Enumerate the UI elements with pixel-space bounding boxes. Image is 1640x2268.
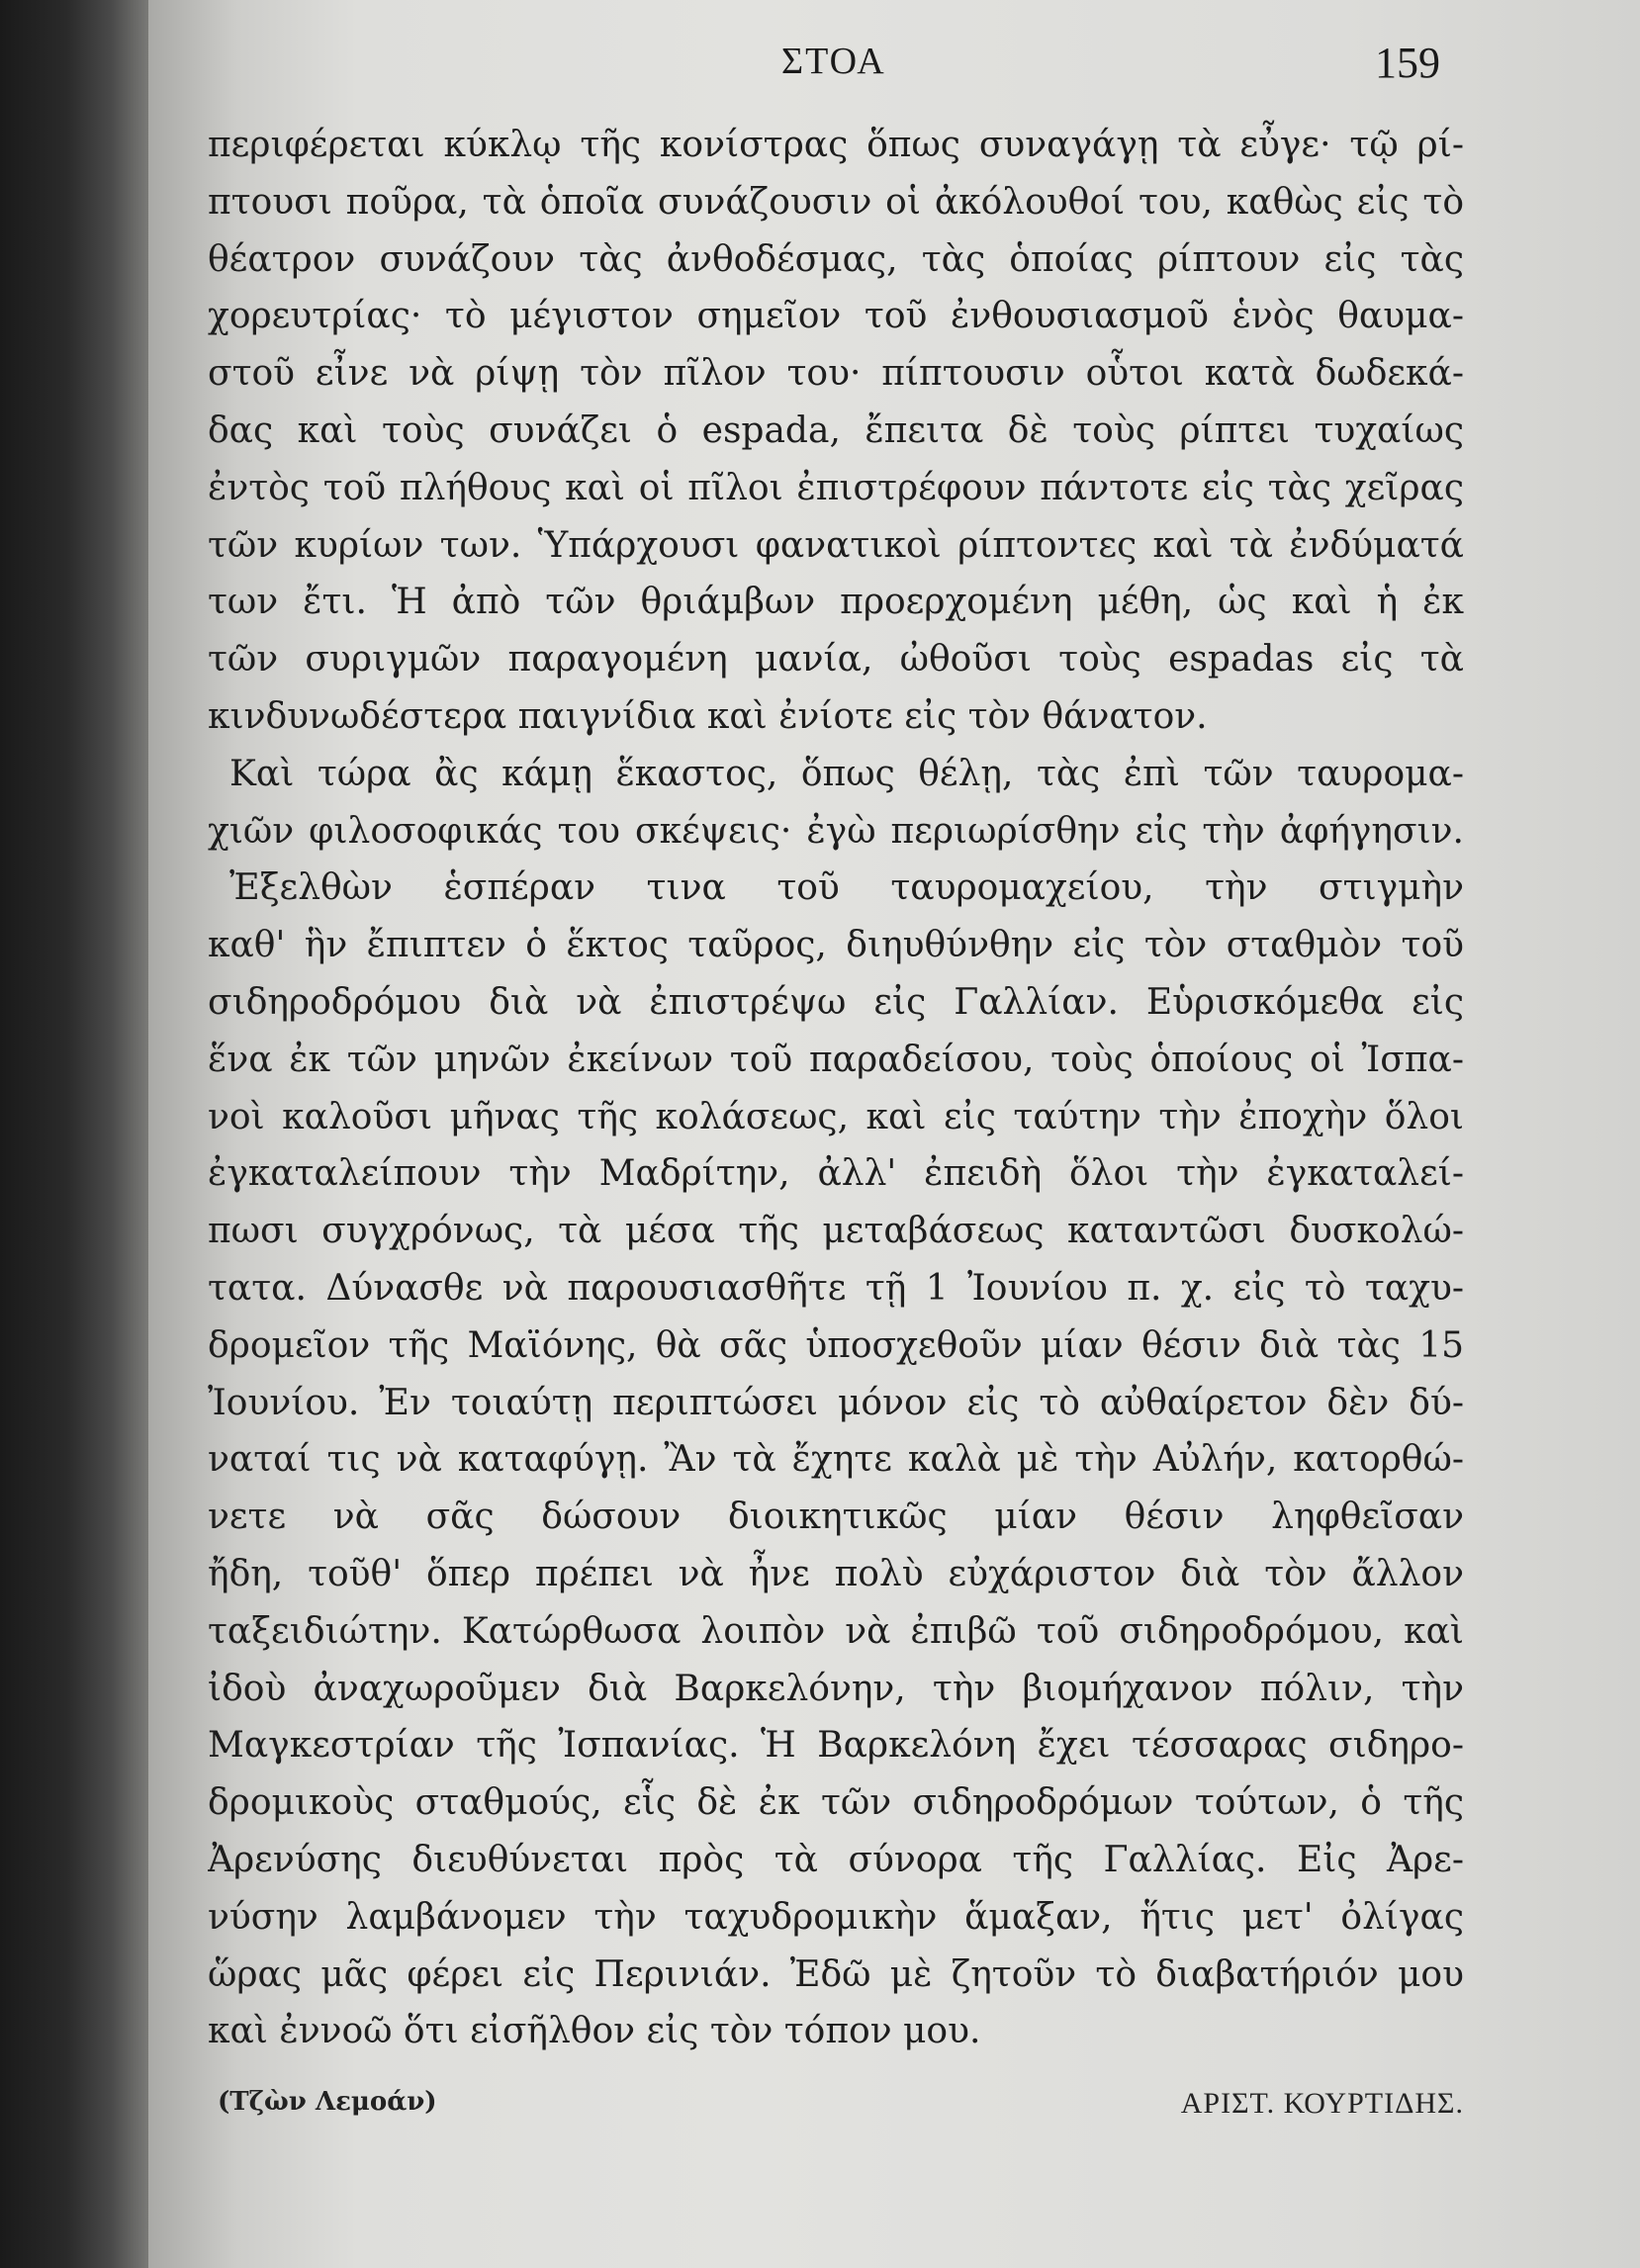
- text-line: θέατρον συνάζουν τὰς ἀνθοδέσμας, τὰς ὁποίας ρίπτουν εἰς τὰς: [208, 238, 1464, 280]
- text-line: ἰδοὺ ἀναχωροῦμεν διὰ Βαρκελόνην, τὴν βιομήχανον πόλιν, τὴν: [208, 1668, 1464, 1709]
- text-line: πωσι συγχρόνως, τὰ μέσα τῆς μεταβάσεως καταντῶσι δυσκολώ-: [208, 1211, 1464, 1252]
- text-line: ναταί τις νὰ καταφύγῃ. Ἂν τὰ ἔχητε καλὰ μὲ τὴν Αὐλήν, κατορθώ-: [208, 1439, 1464, 1481]
- paragraph-end-line: καὶ ἐννοῶ ὅτι εἰσῆλθον εἰς τὸν τόπον μου.: [208, 2011, 981, 2052]
- body-text: [208, 117, 1464, 2060]
- text-line: σιδηροδρόμου διὰ νὰ ἐπιστρέψω εἰς Γαλλίαν. Εὑρισκόμεθα εἰς: [208, 981, 1464, 1023]
- text-line: δρομικοὺς σταθμούς, εἷς δὲ ἐκ τῶν σιδηροδρόμων τούτων, ὁ τῆς: [208, 1782, 1464, 1824]
- running-head-title: ΣΤΟΑ: [781, 41, 886, 82]
- page-number: 159: [1375, 39, 1440, 87]
- book-page: [148, 0, 1640, 2268]
- text-line: ἐγκαταλείπουν τὴν Μαδρίτην, ἀλλ' ἐπειδὴ ὅλοι τὴν ἐγκαταλεί-: [208, 1153, 1464, 1195]
- running-head: [148, 40, 1640, 99]
- text-line: ἤδη, τοῦθ' ὅπερ πρέπει νὰ ἦνε πολὺ εὐχάριστον διὰ τὸν ἄλλον: [208, 1553, 1464, 1594]
- text-line: των ἔτι. Ἡ ἀπὸ τῶν θριάμβων προερχομένη μέθη, ὡς καὶ ἡ ἐκ: [208, 582, 1464, 623]
- text-line: Ἀρενύσης διευθύνεται πρὸς τὰ σύνορα τῆς Γαλλίας. Εἰς Ἀρε-: [208, 1839, 1464, 1880]
- text-line: χορευτρίας· τὸ μέγιστον σημεῖον τοῦ ἐνθουσιασμοῦ ἑνὸς θαυμα-: [208, 296, 1464, 337]
- text-line: καθ' ἣν ἔπιπτεν ὁ ἕκτος ταῦρος, διηυθύνθην εἰς τὸν σταθμὸν τοῦ: [208, 925, 1464, 966]
- text-line: περιφέρεται κύκλῳ τῆς κονίστρας ὅπως συναγάγῃ τὰ εὖγε· τῷ ρί-: [208, 125, 1464, 165]
- text-line: ταξειδιώτην. Κατώρθωσα λοιπὸν νὰ ἐπιβῶ τοῦ σιδηροδρόμου, καὶ: [208, 1610, 1464, 1652]
- text-line: δρομεῖον τῆς Μαϊόνης, θὰ σᾶς ὑποσχεθοῦν μίαν θέσιν διὰ τὰς 15: [208, 1324, 1464, 1366]
- text-line: ὥρας μᾶς φέρει εἰς Περινιάν. Ἐδῶ μὲ ζητοῦν τὸ διαβατήριόν μου: [208, 1953, 1464, 1995]
- text-line: τῶν συριγμῶν παραγομένη μανία, ὠθοῦσι τοὺς espadas εἰς τὰ: [208, 639, 1464, 680]
- author-signature: ΑΡΙΣΤ. ΚΟΥΡΤΙΔΗΣ.: [1180, 2087, 1464, 2120]
- text-line: στοῦ εἶνε νὰ ρίψῃ τὸν πῖλον του· πίπτουσιν οὗτοι κατὰ δωδεκά-: [208, 353, 1464, 395]
- text-line: τατα. Δύνασθε νὰ παρουσιασθῆτε τῇ 1 Ἰουνίου π. χ. εἰς τὸ ταχυ-: [208, 1267, 1464, 1309]
- text-line: τῶν κυρίων των. Ὑπάρχουσι φανατικοὶ ρίπτοντες καὶ τὰ ἐνδύματά: [208, 524, 1464, 566]
- text-line: δας καὶ τοὺς συνάζει ὁ espada, ἔπειτα δὲ τοὺς ρίπτει τυχαίως: [208, 409, 1464, 451]
- text-line: νοὶ καλοῦσι μῆνας τῆς κολάσεως, καὶ εἰς ταύτην τὴν ἐποχὴν ὅλοι: [208, 1096, 1464, 1137]
- paragraph-start-line: Καὶ τώρα ἂς κάμῃ ἕκαστος, ὅπως θέλῃ, τὰς ἐπὶ τῶν ταυρομα-: [229, 753, 1464, 794]
- text-line: Ἰουνίου. Ἐν τοιαύτῃ περιπτώσει μόνον εἰς τὸ αὐθαίρετον δὲν δύ-: [208, 1382, 1464, 1423]
- signature-row: [218, 2087, 1464, 2136]
- paragraph-end-line: κινδυνωδέστερα παιγνίδια καὶ ἐνίοτε εἰς τὸν θάνατον.: [208, 695, 1208, 737]
- source-attribution: (Τζὼν Λεμοάν): [218, 2087, 437, 2117]
- text-line: νετε νὰ σᾶς δώσουν διοικητικῶς μίαν θέσιν ληφθεῖσαν: [208, 1497, 1464, 1538]
- paragraph-end-line: χιῶν φιλοσοφικάς του σκέψεις· ἐγὼ περιωρίσθην εἰς τὴν ἀφήγησιν.: [208, 810, 1464, 852]
- text-line: Μαγκεστρίαν τῆς Ἰσπανίας. Ἡ Βαρκελόνη ἔχει τέσσαρας σιδηρο-: [208, 1725, 1464, 1767]
- text-line: πτουσι ποῦρα, τὰ ὁποῖα συνάζουσιν οἱ ἀκόλουθοί του, καθὼς εἰς τὸ: [208, 181, 1464, 223]
- text-line: νύσην λαμβάνομεν τὴν ταχυδρομικὴν ἅμαξαν, ἥτις μετ' ὀλίγας: [208, 1896, 1464, 1938]
- book-binding-edge: [0, 0, 148, 2268]
- text-line: ἐντὸς τοῦ πλήθους καὶ οἱ πῖλοι ἐπιστρέφουν πάντοτε εἰς τὰς χεῖρας: [208, 467, 1464, 508]
- paragraph-start-line: Ἐξελθὼν ἑσπέραν τινα τοῦ ταυρομαχείου, τὴν στιγμὴν: [229, 867, 1464, 909]
- text-line: ἕνα ἐκ τῶν μηνῶν ἐκείνων τοῦ παραδείσου, τοὺς ὁποίους οἱ Ἰσπα-: [208, 1039, 1464, 1080]
